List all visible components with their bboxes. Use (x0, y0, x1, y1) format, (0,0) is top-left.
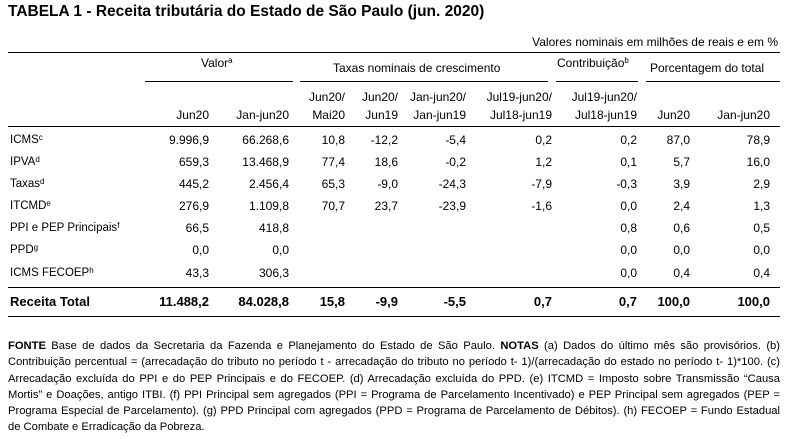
row-label: IPVA$^d$ (10, 155, 40, 168)
column-header: Jan-jun20 (236, 108, 289, 122)
table-cell: 43,3 (185, 266, 209, 280)
table-cell: 2,4 (673, 199, 690, 213)
table-cell: 13.468,9 (242, 155, 289, 169)
table-cell: -1,6 (531, 199, 552, 213)
group-contribuicao: Contribuição$^b$ (557, 56, 629, 70)
table-cell: 0,6 (673, 221, 690, 235)
row-label: ITCMD$^e$ (10, 199, 51, 212)
total-cell: 15,8 (319, 294, 345, 309)
column-header: Jun20/ (361, 90, 398, 104)
table-cell: 65,3 (321, 177, 345, 191)
total-cell: 84.028,8 (238, 294, 289, 309)
column-header: Jan-jun20/ (409, 90, 466, 104)
table-cell: 5,7 (673, 155, 690, 169)
table-cell: -5,4 (445, 133, 466, 147)
table-cell: 66,5 (185, 221, 209, 235)
table-cell: 445,2 (178, 177, 209, 191)
total-cell: 100,0 (737, 294, 770, 309)
column-header: Jul19-jun20/ (486, 90, 552, 104)
table-cell: 1,3 (753, 199, 770, 213)
table-cell: 18,6 (374, 155, 398, 169)
group-taxas: Taxas nominais de crescimento (333, 61, 501, 75)
table-cell: 16,0 (746, 155, 770, 169)
table-cell: 276,9 (178, 199, 209, 213)
total-cell: 11.488,2 (159, 294, 209, 309)
porcentagem-underline (646, 81, 780, 82)
table-title: TABELA 1 - Receita tributária do Estado de São Paulo (jun. 2020) (8, 3, 485, 20)
total-cell: -5,5 (443, 294, 466, 309)
total-cell: 0,7 (618, 294, 637, 309)
table-cell: 9.996,9 (168, 133, 209, 147)
table-cell: 10,8 (321, 133, 345, 147)
table-cell: 70,7 (321, 199, 345, 213)
total-label: Receita Total (10, 294, 90, 309)
row-label: PPD$^g$ (10, 243, 39, 256)
column-header: Jun19 (365, 108, 398, 122)
table-cell: 78,9 (746, 133, 770, 147)
column-header: Jun20 (176, 108, 209, 122)
column-header: Jul18-jun19 (489, 108, 552, 122)
table-cell: 1.109,8 (248, 199, 289, 213)
table-cell: 3,9 (673, 177, 690, 191)
table-cell: 66.268,6 (242, 133, 289, 147)
table-cell: 0,0 (192, 243, 209, 257)
total-rule (8, 287, 780, 288)
table-cell: -24,3 (438, 177, 466, 191)
table-cell: 1,2 (535, 155, 552, 169)
table-cell: 0,0 (620, 243, 637, 257)
table-cell: 0,1 (620, 155, 637, 169)
units-note: Valores nominais em milhões de reais e em % (532, 35, 778, 49)
total-cell: 0,7 (533, 294, 552, 309)
table-cell: 0,2 (620, 133, 637, 147)
bottom-rule (8, 316, 780, 317)
table-cell: 0,0 (272, 243, 289, 257)
table-cell: 0,0 (673, 243, 690, 257)
group-porcentagem: Porcentagem do total (650, 61, 765, 75)
table-cell: -23,9 (438, 199, 466, 213)
table-cell: -0,2 (445, 155, 466, 169)
table-cell: -0,3 (616, 177, 637, 191)
group-valor: Valor$^a$ (201, 56, 233, 70)
table-cell: 87,0 (666, 133, 690, 147)
table-cell: 23,7 (374, 199, 398, 213)
total-cell: 100,0 (657, 294, 690, 309)
table-cell: 306,3 (258, 266, 289, 280)
column-header: Jan-jun20 (717, 108, 770, 122)
table-cell: -12,2 (370, 133, 398, 147)
table-cell: 418,8 (258, 221, 289, 235)
table-cell: 0,4 (673, 266, 690, 280)
row-label: Taxas$^d$ (10, 177, 45, 190)
table-cell: -9,0 (377, 177, 398, 191)
table-cell: 0,0 (620, 266, 637, 280)
contribuicao-underline (556, 81, 638, 82)
valor-underline (145, 81, 293, 82)
table-cell: 2,9 (753, 177, 770, 191)
taxas-underline (300, 81, 548, 82)
table-cell: 0,0 (753, 243, 770, 257)
header-rule (8, 126, 780, 127)
total-cell: -9,9 (375, 294, 398, 309)
table-cell: 0,8 (620, 221, 637, 235)
column-header: Mai20 (312, 108, 345, 122)
table-cell: 77,4 (321, 155, 345, 169)
column-header: Jun20 (657, 108, 690, 122)
top-rule (8, 52, 780, 53)
column-header: Jan-jun19 (413, 108, 466, 122)
table-cell: 0,4 (753, 266, 770, 280)
table-cell: 2.456,4 (248, 177, 289, 191)
column-header: Jul19-jun20/ (571, 90, 637, 104)
footnotes: FONTE Base de dados da Secretaria da Fazenda e Planejamento do Estado de São Paulo. NOTAS (a) Dados do último mês são provisórios. (b) Contribuição percentual = (arrecadação do tributo no período t - arrecadação do tributo no período t- 1)/(arrecadação do estado no período t- 1)*100. (c) Arrecadação excluída do PPI e do PEP Principais e do FECOEP. (d) Arrecadação excluída do PPD. (e) ITCMD = Imposto sobre Transmissão “Causa Mortis” e Doações, antigo ITBI. (f) PPI Principal sem agregados (PPI = Programa de Parcelamento Incentivado) e PEP Principal sem agregados (PEP = Programa Especial de Parcelamento). (g) PPD Principal com agregados (PPD = Programa de Parcelamento de Débitos). (h) FECOEP = Fundo Estadual de Combate e Erradicação da Pobreza. (8, 340, 780, 434)
row-label: ICMS$^c$ (10, 133, 43, 146)
column-header: Jul18-jun19 (574, 108, 637, 122)
row-label: PPI e PEP Principais$^f$ (10, 221, 120, 234)
table-cell: -7,9 (531, 177, 552, 191)
table-cell: 659,3 (178, 155, 209, 169)
table-cell: 0,0 (620, 199, 637, 213)
table-cell: 0,5 (753, 221, 770, 235)
table-cell: 0,2 (535, 133, 552, 147)
row-label: ICMS FECOEP$^h$ (10, 266, 94, 279)
column-header: Jun20/ (308, 90, 345, 104)
